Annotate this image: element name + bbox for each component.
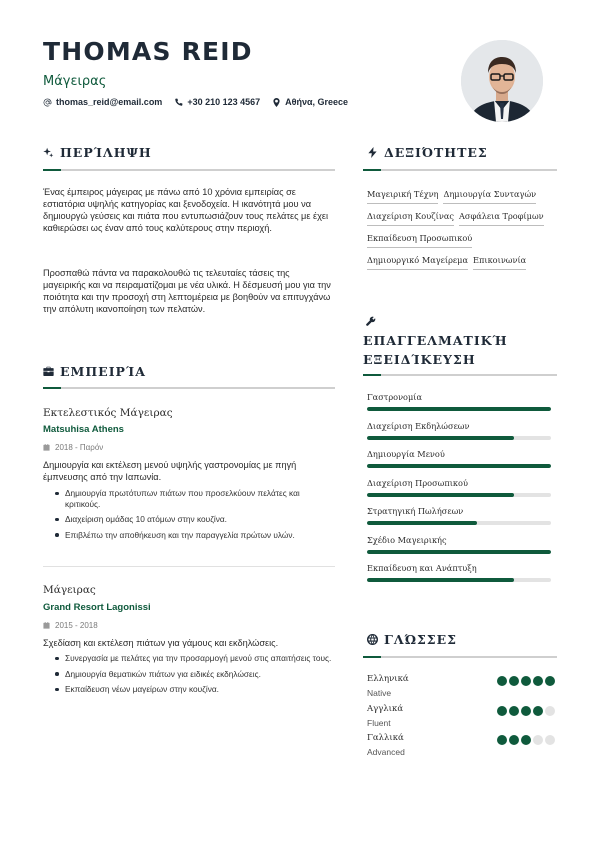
rating-dot [545, 706, 555, 716]
language-level: Advanced [367, 747, 405, 757]
calendar-icon [43, 622, 50, 629]
phone-icon [174, 98, 183, 107]
skills-rule [363, 169, 557, 171]
rating-dot [509, 706, 519, 716]
languages-heading: ΓΛΏΣΣΕΣ [367, 632, 457, 647]
summary-rule [43, 169, 335, 171]
wrench-icon [366, 316, 376, 326]
summary-paragraph-1: Ένας έμπειρος μάγειρας με πάνω από 10 χρόνια εμπειρίας σε εστιατόρια υψηλής κατηγορίας και ξενοδοχεία. Η ικανότητά μου να δημιουργώ γεύσεις και πιάτα που εντυπωσιάζουν τους πελάτες με έχει καθιερώσει ως έναν από τους καλύτερους στην περιοχή. [43, 187, 329, 233]
summary-paragraph-2: Προσπαθώ πάντα να παρακολουθώ τις τελευταίες τάσεις της μαγειρικής και να πειραματίζομαι με νέα υλικά. Η δέσμευσή μου για την ποιότητα και την προσοχή στη λεπτομέρεια με βοηθούν να επιτυγχάνω την απόλυτη ικανοποίηση των πελατών. [43, 268, 331, 314]
expertise-label: Εκπαίδευση και Ανάπτυξη [367, 563, 477, 573]
list-item: Επιβλέπω την αποθήκευση και την παραγγελία πρώτων υλών. [55, 530, 335, 541]
skill-tag: Ασφάλεια Τροφίμων [459, 210, 544, 226]
expertise-bar [367, 578, 551, 582]
expertise-bar-fill [367, 464, 551, 468]
list-item: Διαχείριση ομάδας 10 ατόμων στην κουζίνα. [55, 514, 335, 525]
job-2-dates: 2015 - 2018 [43, 621, 98, 630]
expertise-bar [367, 464, 551, 468]
location-text: Αθήνα, Greece [285, 97, 349, 107]
contact-phone[interactable] [174, 97, 260, 107]
expertise-bar [367, 493, 551, 497]
globe-icon [367, 634, 378, 645]
skill-tag: Διαχείριση Κουζίνας [367, 210, 454, 226]
rating-dot [497, 676, 507, 686]
expertise-label: Γαστρονομία [367, 392, 423, 402]
email-text: thomas_reid@email.com [56, 97, 163, 107]
expertise-label: Σχέδιο Μαγειρικής [367, 534, 447, 545]
profile-photo [461, 40, 543, 122]
language-rating [497, 706, 555, 716]
list-item: Εκπαίδευση νέων μαγείρων στην κουζίνα. [55, 684, 335, 695]
rating-dot [497, 735, 507, 745]
language-level: Native [367, 688, 392, 698]
expertise-label: Διαχείριση Προσωπικού [367, 477, 468, 488]
rating-dot [533, 735, 543, 745]
skill-tag: Μαγειρική Τέχνη [367, 188, 438, 204]
job-2-description: Σχεδίαση και εκτέλεση πιάτων για γάμους και εκδηλώσεις. [43, 638, 279, 648]
language-rating [497, 676, 555, 686]
job-divider [43, 566, 335, 567]
sparkle-icon [43, 147, 54, 158]
job-1-title: Εκτελεστικός Μάγειρας [43, 407, 173, 419]
expertise-bar [367, 521, 551, 525]
language-rating [497, 735, 555, 745]
job-1-bullets [55, 488, 335, 545]
job-2-bullets [55, 653, 335, 700]
rating-dot [521, 735, 531, 745]
experience-rule [43, 387, 335, 389]
phone-text: +30 210 123 4567 [187, 97, 261, 107]
person-portrait-icon [461, 40, 543, 122]
expertise-bar-fill [367, 493, 514, 497]
at-icon [43, 98, 52, 107]
expertise-bar-fill [367, 521, 477, 525]
job-2-company: Grand Resort Lagonissi [43, 602, 151, 613]
expertise-bar [367, 436, 551, 440]
expertise-label: Δημιουργία Μενού [367, 449, 445, 459]
job-1-company: Matsuhisa Athens [43, 424, 124, 435]
expertise-bar-fill [367, 407, 551, 411]
expertise-label: Διαχείριση Εκδηλώσεων [367, 420, 470, 431]
job-2-title: Μάγειρας [43, 584, 96, 596]
expertise-label: Στρατηγική Πωλήσεων [367, 506, 464, 516]
rating-dot [545, 735, 555, 745]
expertise-bar-fill [367, 550, 551, 554]
expertise-bar-fill [367, 436, 514, 440]
rating-dot [545, 676, 555, 686]
rating-dot [509, 735, 519, 745]
expertise-rule [363, 374, 557, 376]
rating-dot [509, 676, 519, 686]
summary-heading: ΠΕΡΊΛΗΨΗ [43, 145, 152, 160]
list-item: Συνεργασία με πελάτες για την προσαρμογή μενού στις απαιτήσεις τους. [55, 653, 335, 664]
list-item: Δημιουργία θεματικών πιάτων για ειδικές εκδηλώσεις. [55, 669, 335, 680]
expertise-bar [367, 550, 551, 554]
job-title: Μάγειρας [43, 74, 107, 89]
rating-dot [533, 676, 543, 686]
skills-list [367, 188, 557, 270]
briefcase-icon [43, 366, 54, 377]
list-item: Δημιουργία πρωτότυπων πιάτων που προσελκύουν πελάτες και κριτικούς. [55, 488, 335, 509]
skill-tag: Δημιουργικό Μαγείρεμα [367, 254, 468, 270]
rating-dot [521, 706, 531, 716]
candidate-name: THOMAS REID [43, 37, 253, 66]
rating-dot [497, 706, 507, 716]
rating-dot [533, 706, 543, 716]
language-level: Fluent [367, 717, 391, 728]
skills-heading: ΔΕΞΙΌΤΗΤΕΣ [367, 145, 488, 160]
contact-info [43, 97, 463, 107]
contact-email[interactable] [43, 97, 162, 107]
location-pin-icon [272, 98, 281, 107]
expertise-heading: ΕΠΑΓΓΕΛΜΑΤΙΚΉ ΕΞΕΙΔΊΚΕΥΣΗ [363, 333, 508, 367]
language-name: Ελληνικά [367, 674, 409, 684]
resume-header [43, 38, 463, 107]
language-name: Γαλλικά [367, 733, 404, 743]
expertise-bar-fill [367, 578, 514, 582]
language-name: Αγγλικά [367, 703, 404, 714]
job-1-description: Δημιουργία και εκτέλεση μενού υψηλής γαστρονομίας με πηγή έμπνευσης από την Ιαπωνία. [43, 460, 297, 482]
skill-tag: Δημιουργία Συνταγών [443, 188, 536, 204]
skill-tag: Εκπαίδευση Προσωπικού [367, 232, 472, 248]
rating-dot [521, 676, 531, 686]
expertise-bar [367, 407, 551, 411]
lightning-icon [367, 147, 378, 158]
experience-heading: ΕΜΠΕΙΡΊΑ [43, 364, 146, 379]
contact-location [272, 97, 348, 107]
skill-tag: Επικοινωνία [473, 254, 526, 270]
languages-rule [363, 656, 557, 658]
job-1-dates: 2018 - Παρόν [43, 443, 103, 452]
calendar-icon [43, 444, 50, 451]
